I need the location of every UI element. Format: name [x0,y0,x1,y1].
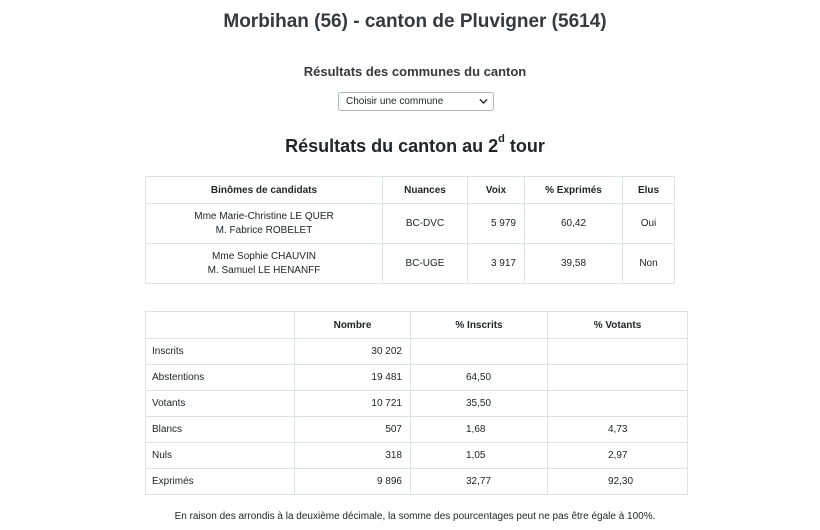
col-header-voix: Voix [468,177,525,204]
stat-pct-votants [548,365,688,391]
candidate-pair [146,244,383,284]
stat-label: Blancs [146,417,295,443]
table-row [146,443,688,469]
col-header-nuances: Nuances [383,177,468,204]
table-row [146,365,688,391]
stat-pct-votants [548,391,688,417]
stat-label: Nuls [146,443,295,469]
results-title-main: Résultats du canton au 2 [285,136,499,156]
stat-pct-votants [548,339,688,365]
col-header-binomes: Binômes de candidats [146,177,383,204]
stats-table [145,311,688,495]
stat-pct-votants: 4,73 [548,417,688,443]
stat-pct-votants: 2,97 [548,443,688,469]
stat-nombre: 9 896 [295,469,411,495]
stat-nombre: 10 721 [295,391,411,417]
col-header-pct-votants: % Votants [548,312,688,339]
commune-select-value: Choisir une commune [346,96,444,107]
candidate-pair [146,204,383,244]
elu-cell: Non [623,244,675,284]
col-header-elus: Elus [623,177,675,204]
pct-exprimes-cell: 39,58 [525,244,623,284]
footnote: En raison des arrondis à la deuxième décimale, la somme des pourcentages peut ne pas être égale à 100%. [174,511,656,522]
pct-exprimes-cell: 60,42 [525,204,623,244]
stat-pct-inscrits: 1,05 [411,443,548,469]
results-title [0,133,820,157]
nuance-cell: BC-DVC [383,204,468,244]
table-row [146,391,688,417]
candidate-name: M. Fabrice ROBELET [215,224,313,236]
col-header-pct-exprimes: % Exprimés [525,177,623,204]
stat-pct-inscrits: 64,50 [411,365,548,391]
table-row [146,417,688,443]
table-row [146,244,675,284]
stat-nombre: 507 [295,417,411,443]
elu-cell: Oui [623,204,675,244]
commune-select[interactable] [338,92,494,111]
nuance-cell: BC-UGE [383,244,468,284]
candidate-name: Mme Sophie CHAUVIN [212,250,316,262]
stat-pct-inscrits: 1,68 [411,417,548,443]
page-title: Morbihan (56) - canton de Pluvigner (5614) [223,11,607,32]
col-header-nombre: Nombre [295,312,411,339]
voix-cell: 5 979 [468,204,525,244]
col-header-pct-inscrits: % Inscrits [411,312,548,339]
stat-pct-inscrits: 32,77 [411,469,548,495]
table-row [146,204,675,244]
table-row [146,469,688,495]
results-title-end: tour [504,136,545,156]
voix-cell: 3 917 [468,244,525,284]
stat-pct-votants: 92,30 [548,469,688,495]
stat-nombre: 318 [295,443,411,469]
stats-header-row [146,312,688,339]
stat-label: Abstentions [146,365,295,391]
stat-nombre: 30 202 [295,339,411,365]
stat-label: Exprimés [146,469,295,495]
candidates-table [145,176,675,284]
stat-label: Inscrits [146,339,295,365]
table-row [146,339,688,365]
communes-section-title: Résultats des communes du canton [303,64,527,79]
stat-pct-inscrits [411,339,548,365]
results-title-sup: d [498,133,505,145]
candidate-name: Mme Marie-Christine LE QUER [194,210,334,222]
chevron-down-icon [479,97,488,106]
stat-label: Votants [146,391,295,417]
stat-pct-inscrits: 35,50 [411,391,548,417]
col-header-empty [146,312,295,339]
stat-nombre: 19 481 [295,365,411,391]
candidate-name: M. Samuel LE HENANFF [207,264,321,276]
candidates-header-row [146,177,675,204]
